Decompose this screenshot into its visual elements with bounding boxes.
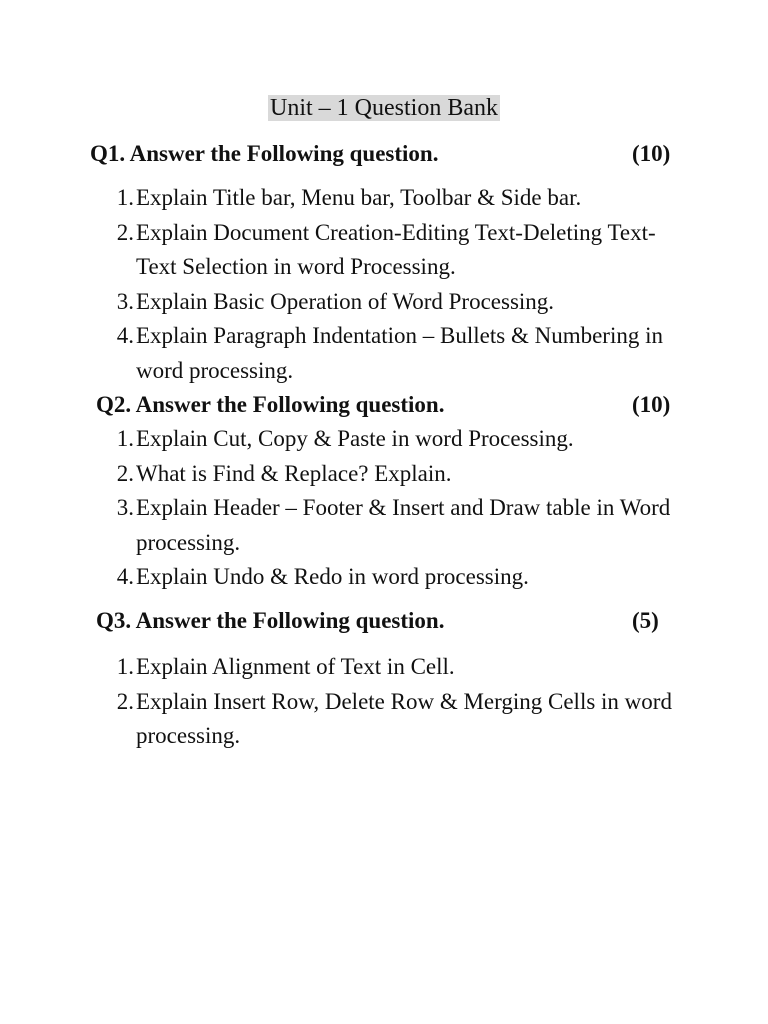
list-number: 2. (116, 219, 134, 245)
list-text: Explain Undo & Redo in word processing. (136, 564, 529, 589)
q1-heading-text: Q1. Answer the Following question. (90, 141, 439, 166)
q3-heading-text: Q3. Answer the Following question. (96, 608, 445, 633)
q1-list (108, 181, 688, 388)
list-text: What is Find & Replace? Explain. (136, 460, 452, 486)
list-number: 1. (116, 426, 134, 451)
q2-marks: (10) (632, 392, 671, 417)
list-item (108, 457, 688, 492)
list-number: 2. (116, 688, 134, 714)
list-item (108, 216, 688, 285)
list-number: 1. (116, 185, 134, 210)
page-title-text: Unit – 1 Question Bank (270, 95, 498, 121)
list-text: Explain Insert Row, Delete Row & Merging Cells in word processing. (136, 688, 672, 748)
list-number: 1. (116, 654, 134, 679)
list-number: 4. (116, 564, 134, 589)
list-item (108, 491, 688, 560)
q3-list (108, 650, 688, 754)
list-item (108, 422, 688, 457)
list-item (108, 560, 688, 595)
list-text: Explain Alignment of Text in Cell. (136, 654, 455, 679)
page-title (0, 92, 768, 124)
list-item (108, 685, 688, 754)
q1-heading (90, 139, 680, 169)
list-number: 2. (116, 460, 134, 486)
list-item (108, 650, 688, 685)
list-item (108, 285, 688, 320)
q3-marks: (5) (632, 608, 659, 633)
list-number: 4. (116, 323, 134, 348)
list-text: Explain Paragraph Indentation – Bullets & Numbering in word processing. (136, 323, 663, 383)
q2-heading-text: Q2. Answer the Following question. (96, 392, 445, 417)
q2-list (108, 422, 688, 595)
q1-marks: (10) (632, 141, 671, 166)
list-text: Explain Cut, Copy & Paste in word Processing. (136, 426, 574, 451)
list-number: 3. (116, 495, 134, 520)
list-text: Explain Header – Footer & Insert and Draw table in Word processing. (136, 495, 671, 555)
list-text: Explain Title bar, Menu bar, Toolbar & Side bar. (136, 185, 582, 210)
list-item (108, 181, 688, 216)
list-number: 3. (116, 288, 134, 314)
list-text: Explain Document Creation-Editing Text-Deleting Text-Text Selection in word Processing. (136, 219, 656, 279)
q3-heading (96, 606, 680, 636)
list-text: Explain Basic Operation of Word Processing. (136, 288, 555, 314)
list-item (108, 319, 688, 388)
q2-heading (96, 390, 680, 420)
